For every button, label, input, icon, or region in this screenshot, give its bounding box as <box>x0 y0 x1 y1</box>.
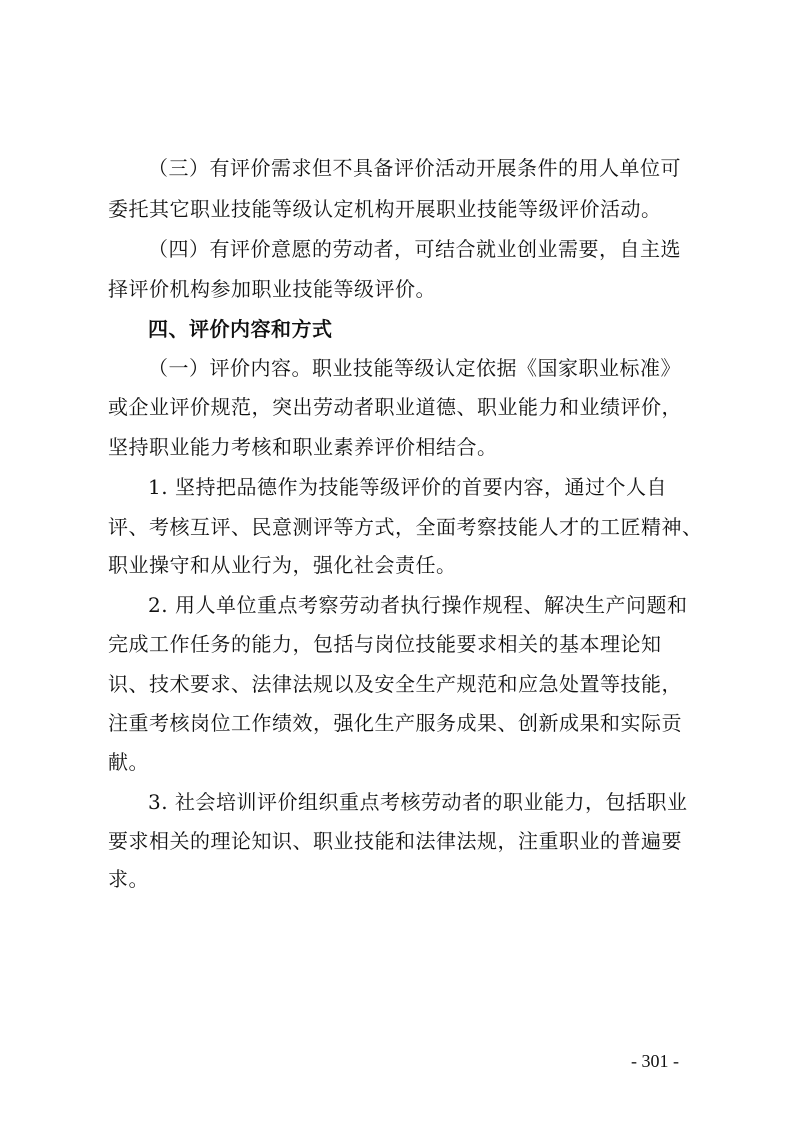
paragraph-line: 或企业评价规范，突出劳动者职业道德、职业能力和业绩评价， <box>108 395 682 419</box>
paragraph-line: 2. 用人单位重点考察劳动者执行操作规程、解决生产问题和 <box>148 593 688 617</box>
paragraph-line: 坚持职业能力考核和职业素养评价相结合。 <box>108 435 498 459</box>
paragraph-line: （一）评价内容。职业技能等级认定依据《国家职业标准》 <box>148 356 681 380</box>
paragraph-line: 职业操守和从业行为，强化社会责任。 <box>108 553 457 577</box>
paragraph-line: 识、技术要求、法律法规以及安全生产规范和应急处置等技能， <box>108 672 682 696</box>
paragraph-line: 求。 <box>108 867 149 891</box>
paragraph-line: 献。 <box>108 750 149 774</box>
paragraph-line: 完成工作任务的能力，包括与岗位技能要求相关的基本理论知 <box>108 632 662 656</box>
paragraph-line: 择评价机构参加职业技能等级评价。 <box>108 277 436 301</box>
page-number: - 301 - <box>631 1051 679 1071</box>
paragraph-line: 1. 坚持把品德作为技能等级评价的首要内容，通过个人自 <box>148 475 667 499</box>
paragraph-line: 委托其它职业技能等级认定机构开展职业技能等级评价活动。 <box>108 197 662 221</box>
paragraph-line: （三）有评价需求但不具备评价活动开展条件的用人单位可 <box>148 156 681 180</box>
paragraph-line: 评、考核互评、民意测评等方式，全面考察技能人才的工匠精神、 <box>108 515 703 539</box>
paragraph-line: 注重考核岗位工作绩效，强化生产服务成果、创新成果和实际贡 <box>108 711 682 735</box>
paragraph-line: 要求相关的理论知识、职业技能和法律法规，注重职业的普遍要 <box>108 829 682 853</box>
paragraph-line: （四）有评价意愿的劳动者，可结合就业创业需要，自主选 <box>148 237 681 261</box>
section-heading: 四、评价内容和方式 <box>148 317 333 341</box>
paragraph-line: 3. 社会培训评价组织重点考核劳动者的职业能力，包括职业 <box>148 790 688 814</box>
